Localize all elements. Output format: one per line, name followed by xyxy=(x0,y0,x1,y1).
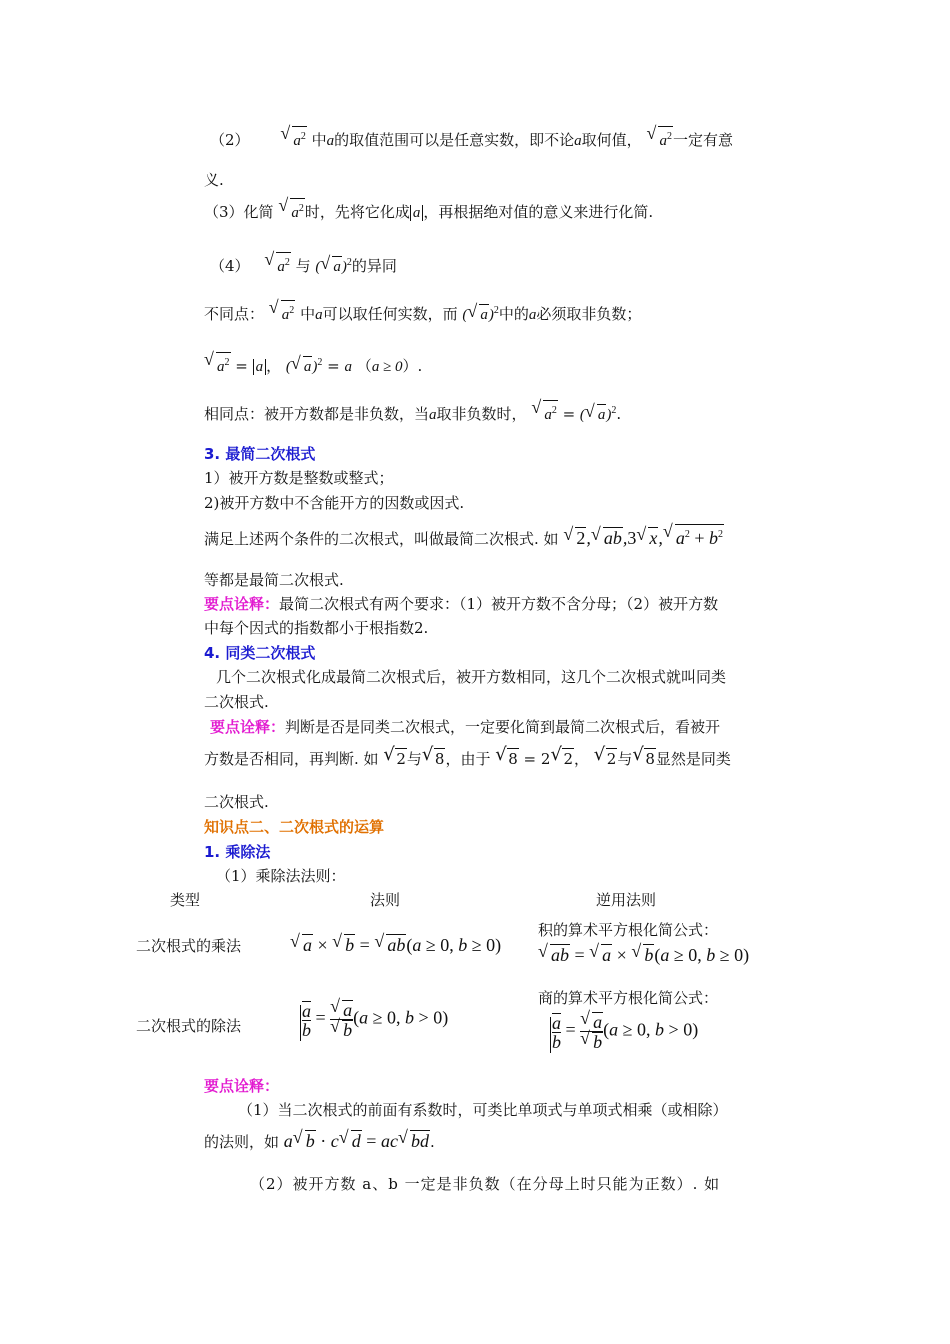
sec4-note1: 要点诠释：判断是否是同类二次根式，一定要化简到最简二次根式后，看被开 xyxy=(210,718,721,736)
diff-line: 不同点： √ $a^2$ 中a可以取任何实数，而 (√ a)$^2$中的a必须取非负数； xyxy=(204,300,641,325)
para-2-line2: 义. xyxy=(204,171,224,189)
sqrt-a-squared: (√ a)$^2$ xyxy=(462,307,499,323)
table-hdr-inv: 逆用法则 xyxy=(596,891,657,909)
sqrt-a-squared: (√ a)$^2$ xyxy=(315,259,352,275)
sec4-note2: 方数是否相同，再判断. 如 √ 2与√ 8，由于 √ 8 = 2√ 2， √ 2与√ 8显然是同类 xyxy=(204,748,731,769)
para-3: （3）化简 √ $a^2$时，先将它化成 a ，再根据绝对值的意义来进行化简. xyxy=(204,198,653,223)
sqrt-a2: √ $a^2$ xyxy=(282,126,307,151)
kp2-title: 知识点二、二次根式的运算 xyxy=(204,818,385,836)
table-hdr-type: 类型 xyxy=(170,891,201,909)
kp2-sub1a: （1）乘除法法则： xyxy=(216,867,346,885)
table-hdr-rule: 法则 xyxy=(370,891,401,909)
row2-inv-title: 商的算术平方根化简公式： xyxy=(538,989,719,1007)
sec3-cond4: 等都是最简二次根式. xyxy=(204,571,344,589)
row1-inv: √ ab = √ a × √ b(a ≥ 0, b ≥ 0) xyxy=(538,944,749,965)
sqrt-a2: √ $a^2$ xyxy=(266,252,291,277)
abs-a: a xyxy=(410,205,424,221)
kp2-note-label: 要点诠释： xyxy=(204,1077,280,1095)
sec3-note1: 要点诠释：最简二次根式有两个要求：（1）被开方数不含分母；（2）被开方数 xyxy=(204,595,719,613)
row1-type: 二次根式的乘法 xyxy=(136,937,242,955)
kp2-note3: （2）被开方数 a、b 一定是非负数（在分母上时只能为正数）. 如 xyxy=(250,1175,721,1193)
sec4-note3: 二次根式. xyxy=(204,793,269,811)
row2-rule: $\frac{a}{b}$ = √ a √ b (a ≥ 0, b > 0) xyxy=(288,1000,448,1039)
kp2-sub1: 1. 乘除法 xyxy=(204,843,271,861)
sec3-cond2: 2)被开方数中不含能开方的因数或因式. xyxy=(204,494,465,512)
sec3-title: 3. 最简二次根式 xyxy=(204,445,316,463)
row2-inv: $\frac{a}{b}$ = √ a √ b (a ≥ 0, b > 0) xyxy=(538,1012,698,1051)
sec4-title: 4. 同类二次根式 xyxy=(204,644,316,662)
para-2-line1: （2） √ $a^2$ 中a的取值范围可以是任意实数，即不论a取何值， √ $a^2$一定有意 xyxy=(210,126,733,151)
sec4-line1: 几个二次根式化成最简二次根式后，被开方数相同，这几个二次根式就叫同类 xyxy=(216,668,727,686)
row1-rule: √ a × √ b = √ ab(a ≥ 0, b ≥ 0) xyxy=(290,934,501,955)
row2-type: 二次根式的除法 xyxy=(136,1017,242,1035)
kp2-note1: （1）当二次根式的前面有系数时，可类比单项式与单项式相乘（或相除） xyxy=(238,1101,728,1119)
row1-inv-title: 积的算术平方根化简公式： xyxy=(538,921,719,939)
same-line: 相同点：被开方数都是非负数，当a取非负数时， √ $a^2$ = (√ a)$^2$. xyxy=(204,400,621,425)
sec4-line2: 二次根式. xyxy=(204,693,269,711)
para-4: （4） √ $a^2$ 与 (√ a)$^2$的异同 xyxy=(210,252,397,277)
sec3-cond3: 满足上述两个条件的二次根式，叫做最简二次根式. 如 √ 2,√ ab,3√ x,√ $a^2 + b^2$ xyxy=(204,524,724,549)
sec3-cond1: 1）被开方数是整数或整式； xyxy=(204,469,394,487)
sec3-note2: 中每个因式的指数都小于根指数2. xyxy=(204,619,429,637)
sqrt-a2: √ $a^2$ xyxy=(271,300,296,325)
sqrt-a2: √ $a^2$ xyxy=(280,198,305,223)
kp2-note2: 的法则，如 a√ b · c√ d = ac√ bd. xyxy=(204,1130,435,1152)
eq-line: √ $a^2 = a$ ， (√ a)$^2$ = a （a ≥ 0）. xyxy=(204,352,422,377)
sqrt-a2: √ $a^2$ xyxy=(648,126,673,151)
